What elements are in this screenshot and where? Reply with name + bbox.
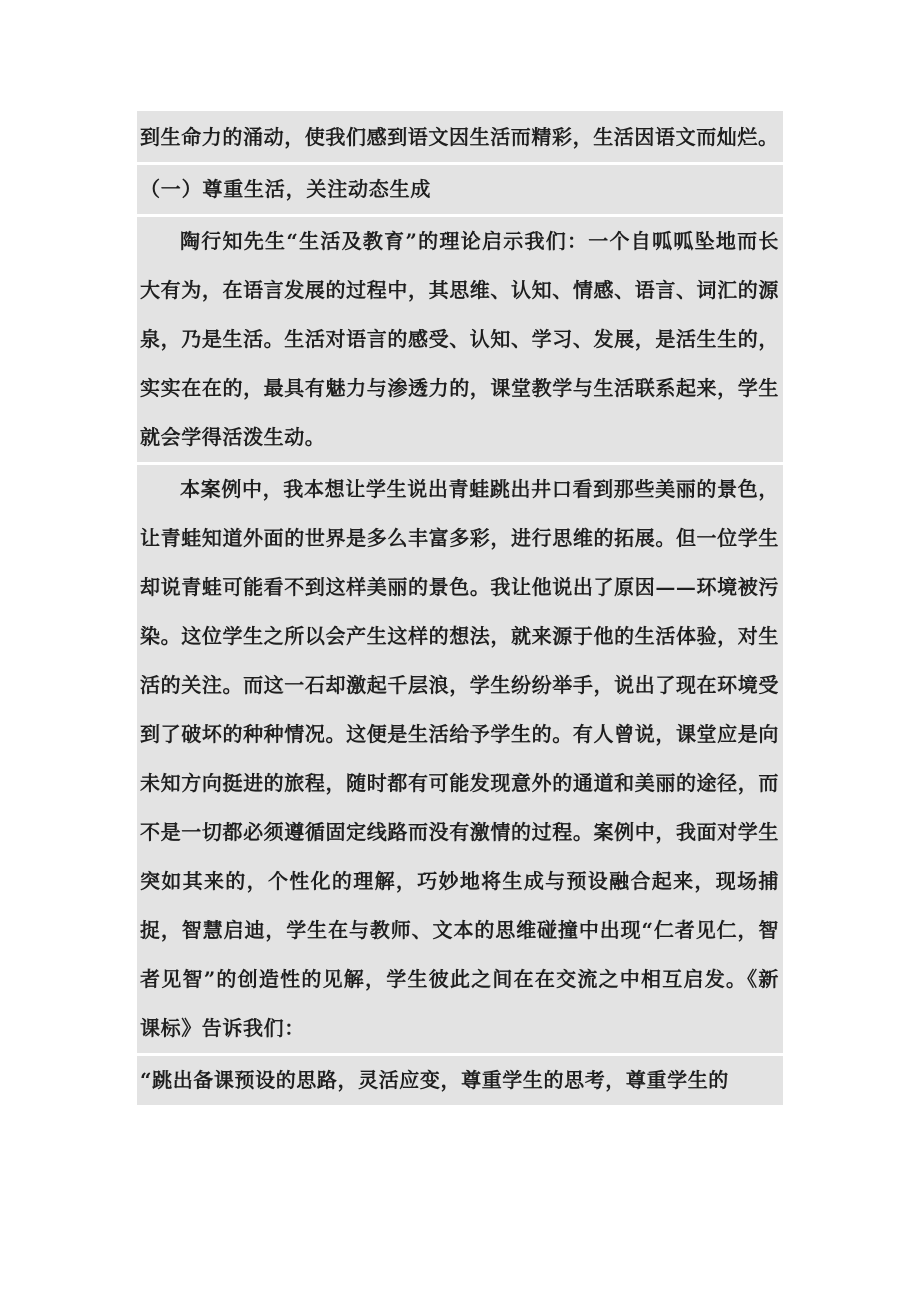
paragraph-quote-start: “跳出备课预设的思路，灵活应变，尊重学生的思考，尊重学生的 <box>137 1056 783 1105</box>
section-heading: （一）尊重生活，关注动态生成 <box>137 165 783 214</box>
document-page <box>137 111 783 1105</box>
paragraph-case-study: 本案例中，我本想让学生说出青蛙跳出井口看到那些美丽的景色，让青蛙知道外面的世界是多么丰富多彩，进行思维的拓展。但一位学生却说青蛙可能看不到这样美丽的景色。我让他说出了原因——环境被污染。这位学生之所以会产生这样的想法，就来源于他的生活体验，对生活的关注。而这一石却激起千层浪，学生纷纷举手，说出了现在环境受到了破坏的种种情况。这便是生活给予学生的。有人曾说，课堂应是向未知方向挺进的旅程，随时都有可能发现意外的通道和美丽的途径，而不是一切都必须遵循固定线路而没有激情的过程。案例中，我面对学生突如其来的，个性化的理解，巧妙地将生成与预设融合起来，现场捕捉，智慧启迪，学生在与教师、文本的思维碰撞中出现“仁者见仁，智者见智”的创造性的见解，学生彼此之间在在交流之中相互启发。《新课标》告诉我们： <box>137 465 783 1053</box>
paragraph-continuation: 到生命力的涌动，使我们感到语文因生活而精彩，生活因语文而灿烂。 <box>137 111 783 162</box>
paragraph-tao-xingzhi: 陶行知先生“生活及教育”的理论启示我们：一个自呱呱坠地而长大有为，在语言发展的过程中，其思维、认知、情感、语言、词汇的源泉，乃是生活。生活对语言的感受、认知、学习、发展，是活生生的，实实在在的，最具有魅力与渗透力的，课堂教学与生活联系起来，学生就会学得活泼生动。 <box>137 217 783 462</box>
